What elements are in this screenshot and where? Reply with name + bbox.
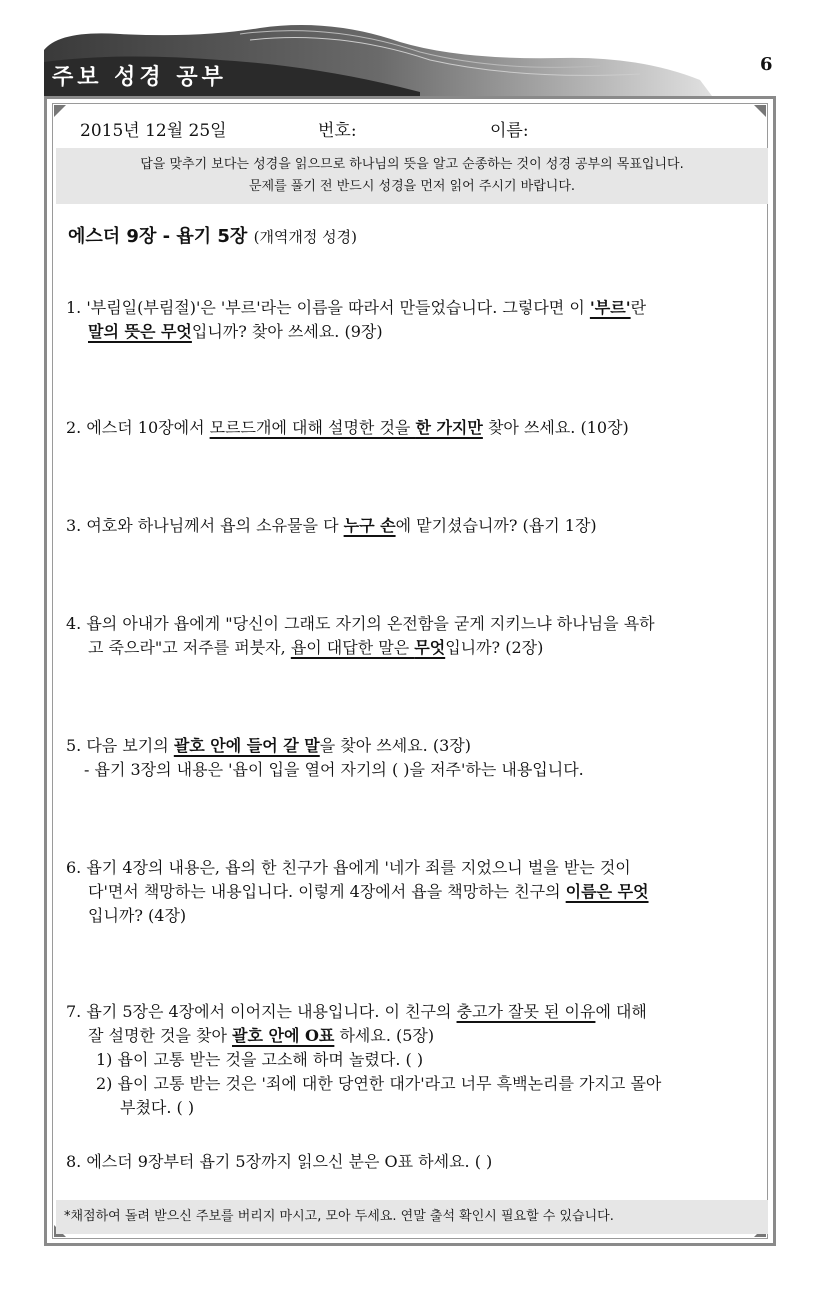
q4-highlight-2: 무엇: [414, 638, 446, 657]
question-7: [66, 1000, 766, 1120]
number-label: 번호:: [318, 121, 357, 141]
name-label: 이름:: [490, 121, 529, 141]
question-1: [66, 296, 766, 344]
q6-text-3: 입니까? (4장): [88, 906, 187, 925]
q2-text: 2. 에스더 10장에서: [66, 418, 210, 437]
q2-text-2: 찾아 쓰세요. (10장): [482, 418, 629, 437]
q4-text: 4. 욥의 아내가 욥에게 "당신이 그래도 자기의 온전함을 굳게 지키느냐 하나님을 욕하: [66, 614, 655, 633]
question-6: [66, 856, 766, 928]
q7-option-2: 2) 욥이 고통 받는 것은 '죄에 대한 당연한 대가'라고 너무 흑백논리를 가지고 몰아: [96, 1074, 662, 1093]
q2-highlight-2: 한 가지만: [415, 418, 483, 437]
q1-highlight-2: 말의 뜻은 무엇: [88, 322, 192, 341]
q3-highlight: 누구 손: [343, 516, 396, 535]
q5-text-2: 을 찾아 쓰세요. (3장): [319, 736, 471, 755]
corner-ornament: [54, 105, 66, 117]
q5-highlight: 괄호 안에 들어 갈 말: [173, 736, 320, 755]
q8-text: 8. 에스더 9장부터 욥기 5장까지 읽으신 분은 O표 하세요. ( ): [66, 1152, 493, 1171]
q6-text-2: 다'면서 책망하는 내용입니다. 이렇게 4장에서 욥을 책망하는 친구의: [88, 882, 566, 901]
page-number: 6: [760, 54, 773, 75]
q5-example: - 욥기 3장의 내용은 '욥이 입을 열어 자기의 ( )을 저주'하는 내용입니다.: [84, 760, 584, 779]
q4-highlight: 욥이 대답한 말은: [290, 638, 415, 657]
q6-text: 6. 욥기 4장의 내용은, 욥의 한 친구가 욥에게 '네가 죄를 지었으니 벌을 받는 것이: [66, 858, 631, 877]
q7-highlight: 충고가 잘못 된 이유: [456, 1002, 596, 1021]
q1-text-2: 란: [630, 298, 647, 317]
q1-text: 1. '부림일(부림절)'은 '부르'라는 이름을 따라서 만들었습니다. 그렇다면 이: [66, 298, 590, 317]
q7-text-2: 에 대해: [595, 1002, 647, 1021]
question-8: [66, 1150, 766, 1174]
date-field: 2015년 12월 25일: [80, 121, 227, 141]
lesson-title: [68, 222, 357, 248]
q4-text-3: 입니까? (2장): [445, 638, 544, 657]
footer-note: *채점하여 돌려 받으신 주보를 버리지 마시고, 모아 두세요. 연말 출석 확인시 필요할 수 있습니다.: [56, 1200, 768, 1234]
q3-text-2: 에 맡기셨습니까? (욥기 1장): [395, 516, 597, 535]
q7-option-2-cont: 부쳤다. ( ): [120, 1098, 195, 1117]
q7-text: 7. 욥기 5장은 4장에서 이어지는 내용입니다. 이 친구의: [66, 1002, 457, 1021]
notice-line-2: 문제를 풀기 전 반드시 성경을 먼저 읽어 주시기 바랍니다.: [248, 179, 576, 194]
question-2: [66, 416, 766, 440]
q1-text-3: 입니까? 찾아 쓰세요. (9장): [191, 322, 383, 341]
q7-text-4: 하세요. (5장): [334, 1026, 435, 1045]
q7-text-3: 잘 설명한 것을 찾아: [88, 1026, 232, 1045]
lesson-title-sub: (개역개정 성경): [253, 228, 358, 246]
q7-highlight-2: 괄호 안에 O표: [232, 1026, 335, 1045]
question-4: [66, 612, 766, 660]
question-3: [66, 514, 766, 538]
q6-highlight: 이름은 무엇: [565, 882, 649, 901]
q3-text: 3. 여호와 하나님께서 욥의 소유물을 다: [66, 516, 344, 535]
q2-highlight: 모르드개에 대해 설명한 것을: [209, 418, 416, 437]
lesson-title-main: 에스더 9장 - 욥기 5장: [68, 226, 248, 247]
question-5: [66, 734, 766, 782]
q1-highlight: '부르': [589, 298, 631, 317]
banner-title: 주보 성경 공부: [52, 65, 227, 90]
q5-text: 5. 다음 보기의: [66, 736, 174, 755]
q7-option-1: 1) 욥이 고통 받는 것을 고소해 하며 놀렸다. ( ): [96, 1050, 424, 1069]
corner-ornament: [754, 105, 766, 117]
q4-text-2: 고 죽으라"고 저주를 퍼붓자,: [88, 638, 291, 657]
notice-box: [56, 148, 768, 204]
notice-line-1: 답을 맞추기 보다는 성경을 읽으므로 하나님의 뜻을 알고 순종하는 것이 성경 공부의 목표입니다.: [140, 157, 684, 172]
